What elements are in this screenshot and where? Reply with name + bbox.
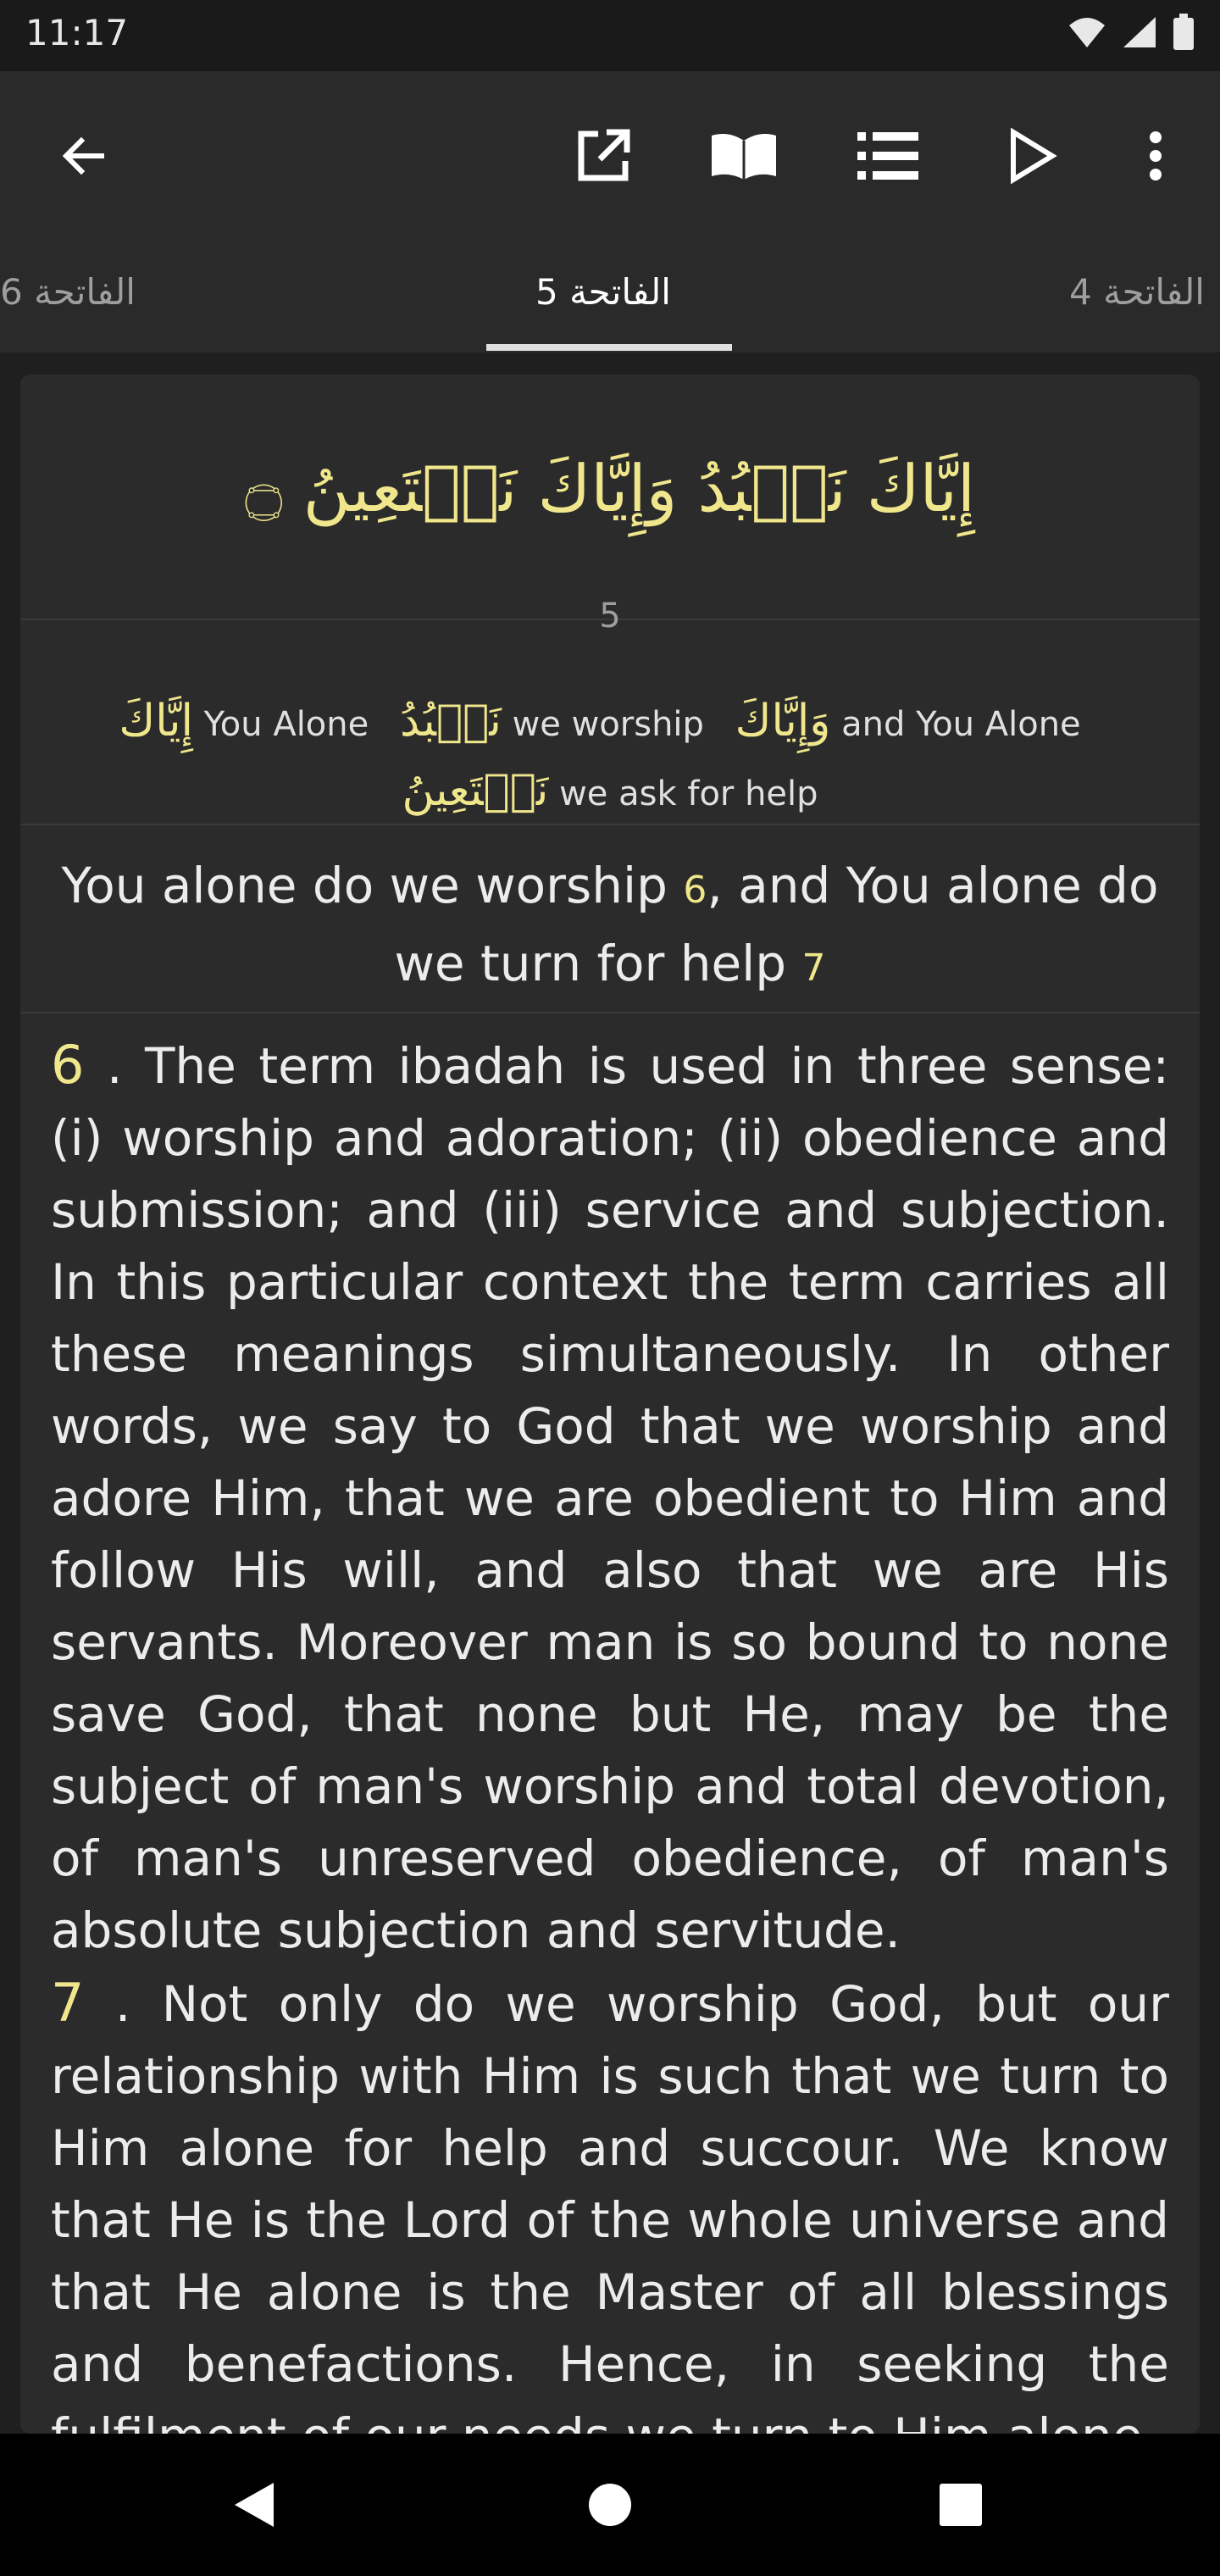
tab-ayah-6[interactable]: الفاتحة 6 <box>0 271 136 313</box>
wbw-word-arabic[interactable]: وَإِيَّاكَ <box>735 696 831 747</box>
footnote-number: 6 <box>51 1034 85 1096</box>
share-external-icon[interactable] <box>561 114 646 198</box>
footnote-paragraph <box>51 1029 1169 1967</box>
wbw-word-arabic[interactable]: إِيَّاكَ <box>119 696 193 747</box>
wbw-word-meaning: we ask for help <box>559 774 818 813</box>
nav-back-icon[interactable] <box>212 2462 297 2547</box>
footnote-paragraph <box>51 1967 1169 2473</box>
footnote-ref-link[interactable]: 7 <box>801 947 826 990</box>
footnote-text: . Not only do we worship God, but our relationship with Him is such that we turn to Him alone for help and succour. We know that He is the Lord of the whole universe and that He alone is the Master of all blessings and benefactions. Hence, in seeking the <box>51 1975 1169 2393</box>
ayah-tabs <box>0 237 1220 353</box>
translation-text: You alone do we worship <box>61 857 668 914</box>
wbw-word-meaning: You Alone <box>203 705 369 744</box>
list-icon[interactable] <box>846 114 930 198</box>
tab-indicator <box>486 344 732 351</box>
wbw-word-meaning: we worship <box>512 705 704 744</box>
divider <box>20 824 1200 825</box>
battery-icon <box>1173 14 1195 54</box>
commentary <box>51 1029 1169 2473</box>
status-bar <box>0 0 1220 71</box>
more-vert-icon[interactable] <box>1113 114 1198 198</box>
tab-ayah-4[interactable]: الفاتحة 4 <box>1069 271 1205 313</box>
cellular-signal-icon <box>1122 15 1157 53</box>
wbw-word-arabic[interactable]: نَعۡبُدُ <box>399 696 502 747</box>
system-nav-bar <box>0 2434 1220 2576</box>
wbw-word-meaning: and You Alone <box>841 705 1081 744</box>
nav-recents-icon[interactable] <box>918 2462 1003 2547</box>
ayah-arabic-text: إِيَّاكَ نَعۡبُدُ وَإِيَّاكَ نَسۡتَعِينُ ۝ <box>245 451 975 526</box>
tab-ayah-5[interactable]: الفاتحة 5 <box>535 271 671 313</box>
wifi-icon <box>1068 15 1106 53</box>
open-book-icon[interactable] <box>702 114 786 198</box>
divider <box>20 1012 1200 1013</box>
play-icon[interactable] <box>990 114 1074 198</box>
status-time: 11:17 <box>25 12 129 53</box>
footnote-ref-link[interactable]: 6 <box>683 869 707 912</box>
word-by-word <box>51 688 1169 827</box>
ayah-number: 5 <box>599 597 621 636</box>
wbw-word-arabic[interactable]: نَسۡتَعِينُ <box>402 765 549 816</box>
footnote-text: . The term ibadah is used in three sense: (i) worship and adoration; (ii) obedience and submission; and (iii) service and subjection. In this particular context the term carries all these meanings simultaneously. In other words, we say to God that we worship and adore Him, that we are obedient to Him and follow His will, and also that we are His servants. Moreover man is so bound to none save God, that none but He, may be the subject of man's worship and total devotion, of man's unreserved obedience, of man's absolute subjection and servitude. <box>51 1037 1170 1959</box>
ayah-card <box>20 375 1200 2434</box>
footnote-number: 7 <box>51 1972 85 2034</box>
translation-text: , and You alone do we turn for help <box>394 857 1159 992</box>
app-toolbar <box>0 71 1220 237</box>
status-icons <box>1068 14 1195 54</box>
back-arrow-icon[interactable] <box>41 114 125 198</box>
nav-home-icon[interactable] <box>568 2462 652 2547</box>
ayah-translation <box>51 849 1169 1005</box>
